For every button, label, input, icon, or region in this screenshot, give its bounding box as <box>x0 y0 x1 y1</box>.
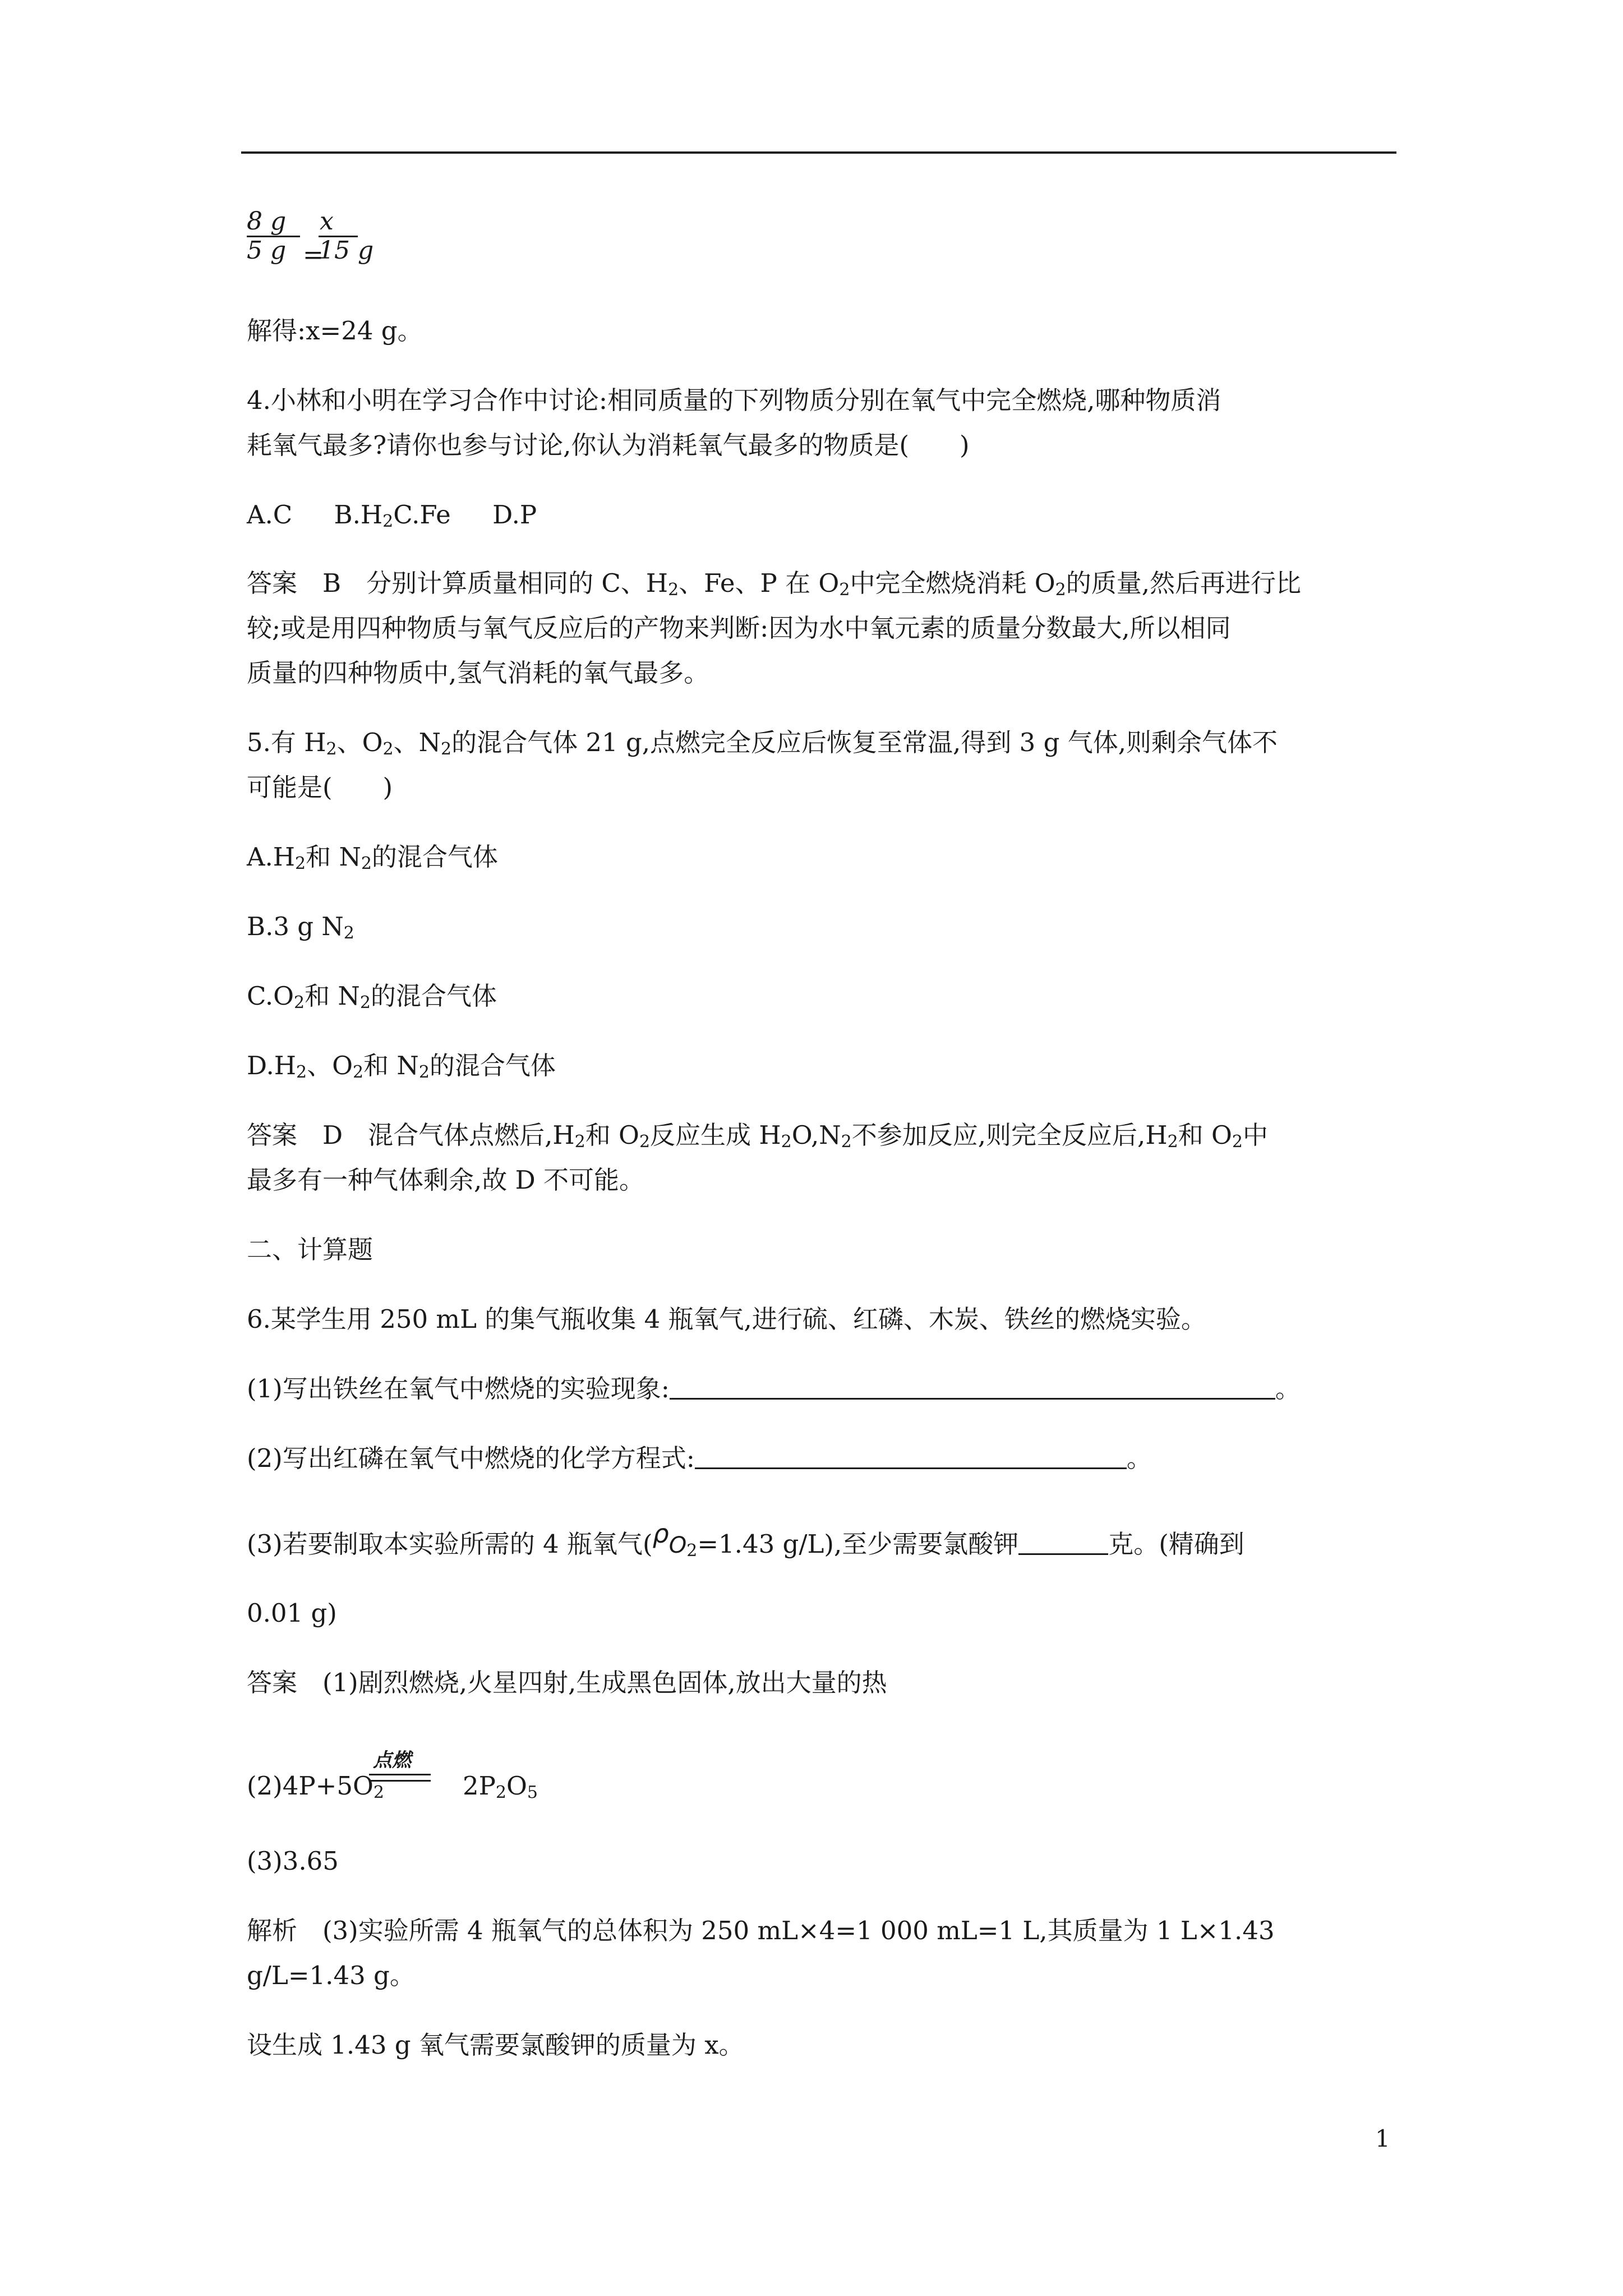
q4-answer-line1: 答案 B 分别计算质量相同的 C、$H_2$、Fe、P 在 $O_2$中完全燃烧消耗 $O_2$的质量,然后再进行比 <box>247 568 1302 600</box>
q6-answer1: 答案 (1)剧烈燃烧,火星四射,生成黑色固体,放出大量的热 <box>247 1668 887 1697</box>
q6-answer2: $(2)4P+5O_2$ $2P_2O_5$ <box>247 1771 538 1802</box>
frac-left-denominator: 5 g <box>247 236 287 265</box>
q6-analysis-line2: g/L=1.43 g。 <box>247 1961 415 1990</box>
answer-blank-1[interactable] <box>670 1375 1275 1400</box>
q5-answer-line1: 答案 D 混合气体点燃后$,H_2$和 $O_2$反应生成 $H_2O,N_2$不参加反应,则完全反应后$,H_2$和 $O_2$中 <box>247 1120 1268 1152</box>
q4-option-c: C.Fe <box>393 500 451 530</box>
solve-result: 解得:x=24 g。 <box>247 316 423 346</box>
frac-left-numerator: 8 g <box>247 207 287 236</box>
rho-symbol: ρ <box>652 1519 669 1549</box>
reaction-condition: 点燃 <box>373 1749 411 1772</box>
q5-text-line2: 可能是( ) <box>247 772 393 802</box>
q5-option-c: $C.O_2$和 $N_2$的混合气体 <box>247 981 497 1013</box>
frac-right-denominator: 15 g <box>319 236 374 265</box>
header-rule <box>241 151 1396 154</box>
q6-part2: (2)写出红磷在氧气中燃烧的化学方程式: 。 <box>247 1443 1152 1473</box>
frac-equals: = <box>303 241 324 269</box>
q4-option-d: D.P <box>492 500 537 530</box>
q4-answer-line2: 较;或是用四种物质与氧气反应后的产物来判断:因为水中氧元素的质量分数最大,所以相同 <box>247 613 1231 643</box>
frac-right-numerator: x <box>320 207 334 236</box>
q4-option-b: $B.H_2$ <box>334 500 394 531</box>
page-number: 1 <box>1375 2125 1390 2152</box>
q5-option-d: $D.H_2$、$O_2$和 $N_2$的混合气体 <box>247 1051 556 1082</box>
q6-answer3: (3)3.65 <box>247 1846 339 1876</box>
answer-blank-2[interactable] <box>695 1445 1127 1469</box>
section-heading: 二、计算题 <box>247 1235 374 1264</box>
q5-answer-line2: 最多有一种气体剩余,故 D 不可能。 <box>247 1165 644 1195</box>
q4-answer-line3: 质量的四种物质中,氢气消耗的氧气最多。 <box>247 658 709 688</box>
q4-text-line2: 耗氧气最多?请你也参与讨论,你认为消耗氧气最多的物质是( ) <box>247 430 970 460</box>
q5-option-b: B.3 g $N_2$ <box>247 912 354 943</box>
q6-part1: (1)写出铁丝在氧气中燃烧的实验现象: 。 <box>247 1374 1301 1404</box>
q6-analysis-line1: 解析 (3)实验所需 4 瓶氧气的总体积为 250 mL×4=1 000 mL=1 L,其质量为 1 L×1.43 <box>247 1916 1275 1945</box>
reaction-equals-sign <box>369 1774 431 1782</box>
q4-options <box>247 498 537 532</box>
q6-assumption: 设生成 1.43 g 氧气需要氯酸钾的质量为 x。 <box>247 2030 744 2060</box>
q4-option-a: A.C <box>247 500 293 530</box>
q4-text-line1: 4.小林和小明在学习合作中讨论:相同质量的下列物质分别在氧气中完全燃烧,哪种物质消 <box>247 385 1221 415</box>
q6-text: 6.某学生用 250 mL 的集气瓶收集 4 瓶氧气,进行硫、红磷、木炭、铁丝的燃烧实验。 <box>247 1304 1206 1334</box>
q6-part3-line2: 0.01 g) <box>247 1598 337 1628</box>
answer-blank-3[interactable] <box>1018 1531 1108 1555</box>
q5-option-a: $A.H_2$和 $N_2$的混合气体 <box>247 842 498 873</box>
q5-text-line1: 5.有 $H_2$、$O_2$、$N_2$的混合气体 21 g,点燃完全反应后恢复至常温,得到 3 g 气体,则剩余气体不 <box>247 728 1278 759</box>
q6-part3-line1: (3)若要制取本实验所需的 4 瓶氧气($\rho O_2=1.43$ g/L),至少需要氯酸钾 克。(精确到 <box>247 1519 1244 1561</box>
